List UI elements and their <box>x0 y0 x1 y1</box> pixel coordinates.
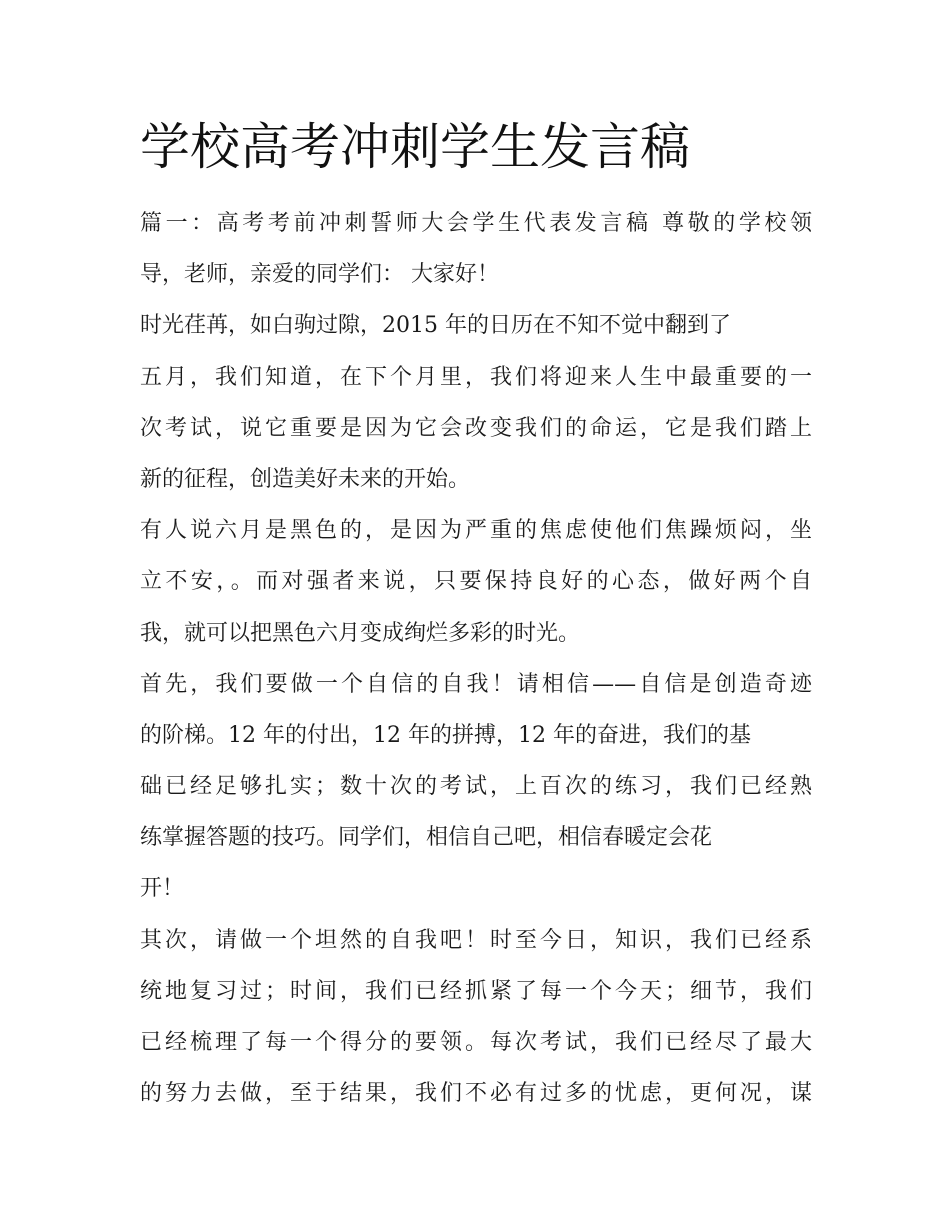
document-title: 学校高考冲刺学生发言稿 <box>140 118 690 176</box>
text-line: 新的征程，创造美好未来的开始。 <box>140 466 471 492</box>
text-line: 我，就可以把黑色六月变成绚烂多彩的时光。 <box>140 620 581 646</box>
text-line: 的阶梯。12 年的付出，12 年的拼搏，12 年的奋进，我们的基 <box>140 722 751 748</box>
text-line: 开！ <box>140 876 185 902</box>
text-line: 立不安，。而对强者来说，只要保持良好的心态，做好两个自 <box>140 569 812 595</box>
text-line: 础已经足够扎实；数十次的考试，上百次的练习，我们已经熟 <box>140 774 812 800</box>
text-line: 有人说六月是黑色的，是因为严重的焦虑使他们焦躁烦闷，坐 <box>140 518 812 544</box>
text-line: 次考试，说它重要是因为它会改变我们的命运，它是我们踏上 <box>140 415 812 441</box>
text-line: 练掌握答题的技巧。同学们，相信自己吧，相信春暖定会花 <box>140 825 713 851</box>
text-line: 统地复习过；时间，我们已经抓紧了每一个今天；细节，我们 <box>140 978 812 1004</box>
text-line: 首先，我们要做一个自信的自我！请相信——自信是创造奇迹 <box>140 671 812 697</box>
text-line: 篇一：高考考前冲刺誓师大会学生代表发言稿 尊敬的学校领 <box>140 211 812 236</box>
text-line: 导，老师，亲爱的同学们： 大家好！ <box>140 262 499 288</box>
text-line: 时光荏苒，如白驹过隙，2015 年的日历在不知不觉中翻到了 <box>140 313 731 339</box>
text-line: 五月，我们知道，在下个月里，我们将迎来人生中最重要的一 <box>140 364 812 390</box>
document-body <box>140 198 812 1119</box>
text-line: 的努力去做，至于结果，我们不必有过多的忧虑，更何况，谋 <box>140 1081 812 1107</box>
text-line: 其次，请做一个坦然的自我吧！时至今日，知识，我们已经系 <box>140 927 812 953</box>
text-line: 已经梳理了每一个得分的要领。每次考试，我们已经尽了最大 <box>140 1030 812 1055</box>
